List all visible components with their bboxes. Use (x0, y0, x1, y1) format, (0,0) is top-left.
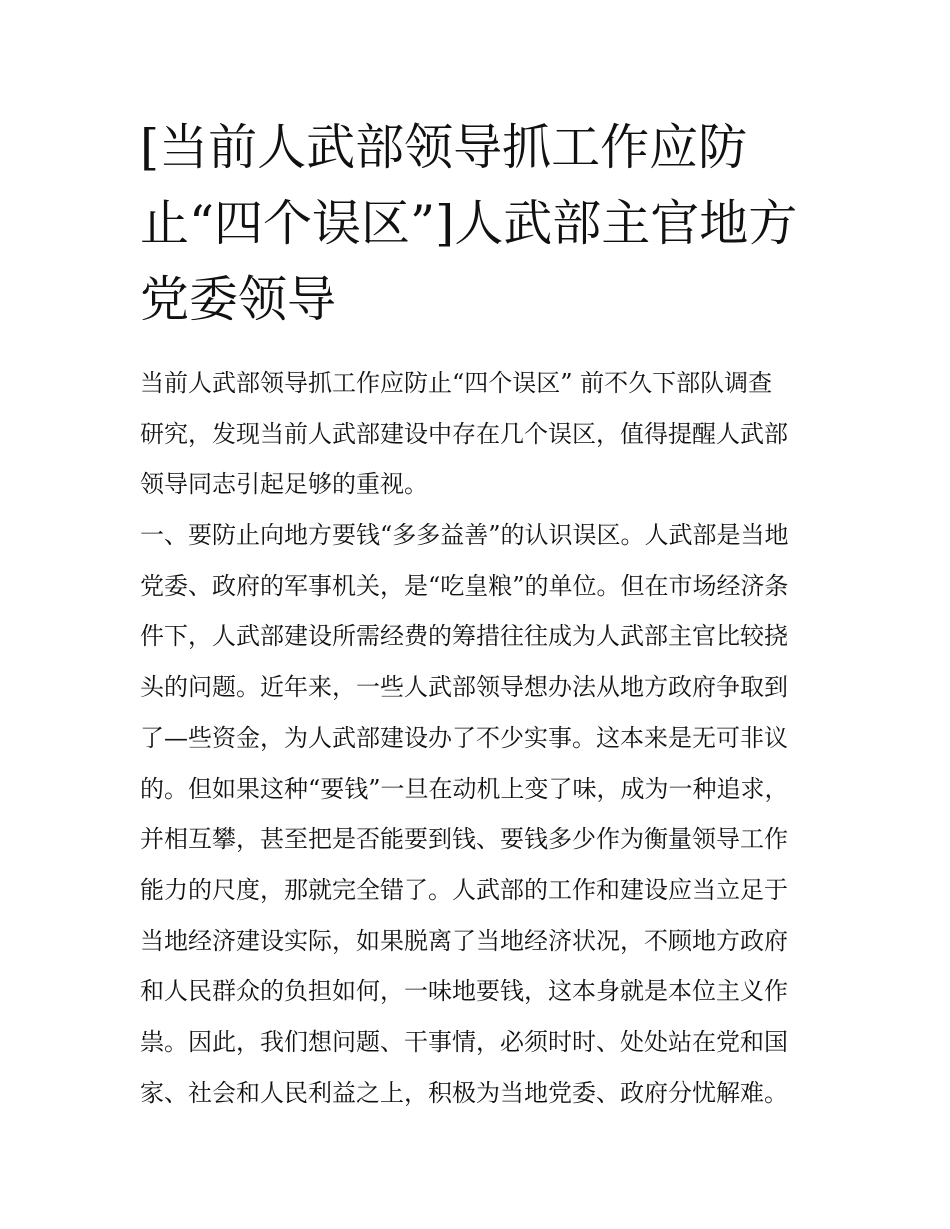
body-line: 党委、政府的军事机关，是“吃皇粮”的单位。但在市场经济条 (140, 571, 789, 600)
document-title (140, 110, 830, 338)
body-line: 能力的尺度，那就完全错了。人武部的工作和建设应当立足于 (140, 875, 788, 904)
body-line: 家、社会和人民利益之上，积极为当地党委、政府分忧解难。 (140, 1078, 788, 1107)
title-line: [当前人武部领导抓工作应防 (140, 119, 748, 176)
body-line: 当地经济建设实际，如果脱离了当地经济状况，不顾地方政府 (140, 926, 788, 955)
title-line: 止“四个误区”]人武部主官地方 (140, 195, 798, 252)
body-line: 一、要防止向地方要钱“多多益善”的认识误区。人武部是当地 (140, 521, 789, 550)
body-line: 了—些资金，为人武部建设办了不少实事。这本来是无可非议 (140, 723, 788, 752)
body-line: 并相互攀，甚至把是否能要到钱、要钱多少作为衡量领导工作 (140, 825, 788, 854)
body-line: 的。但如果这种“要钱”一旦在动机上变了味，成为一种追求， (140, 774, 789, 803)
body-line: 领导同志引起足够的重视。 (140, 470, 428, 499)
body-line: 和人民群众的负担如何，一味地要钱，这本身就是本位主义作 (140, 977, 788, 1006)
body-line: 件下，人武部建设所需经费的筹措往往成为人武部主官比较挠 (140, 622, 788, 651)
body-line: 头的问题。近年来，一些人武部领导想办法从地方政府争取到 (140, 673, 788, 702)
body-line: 祟。因此，我们想问题、干事情，必须时时、处处站在党和国 (140, 1027, 788, 1056)
body-line: 研究，发现当前人武部建设中存在几个误区，值得提醒人武部 (140, 419, 788, 448)
body-line: 当前人武部领导抓工作应防止“四个误区” 前不久下部队调查 (140, 369, 773, 397)
title-line: 党委领导 (140, 271, 337, 328)
document-body (140, 358, 830, 1118)
